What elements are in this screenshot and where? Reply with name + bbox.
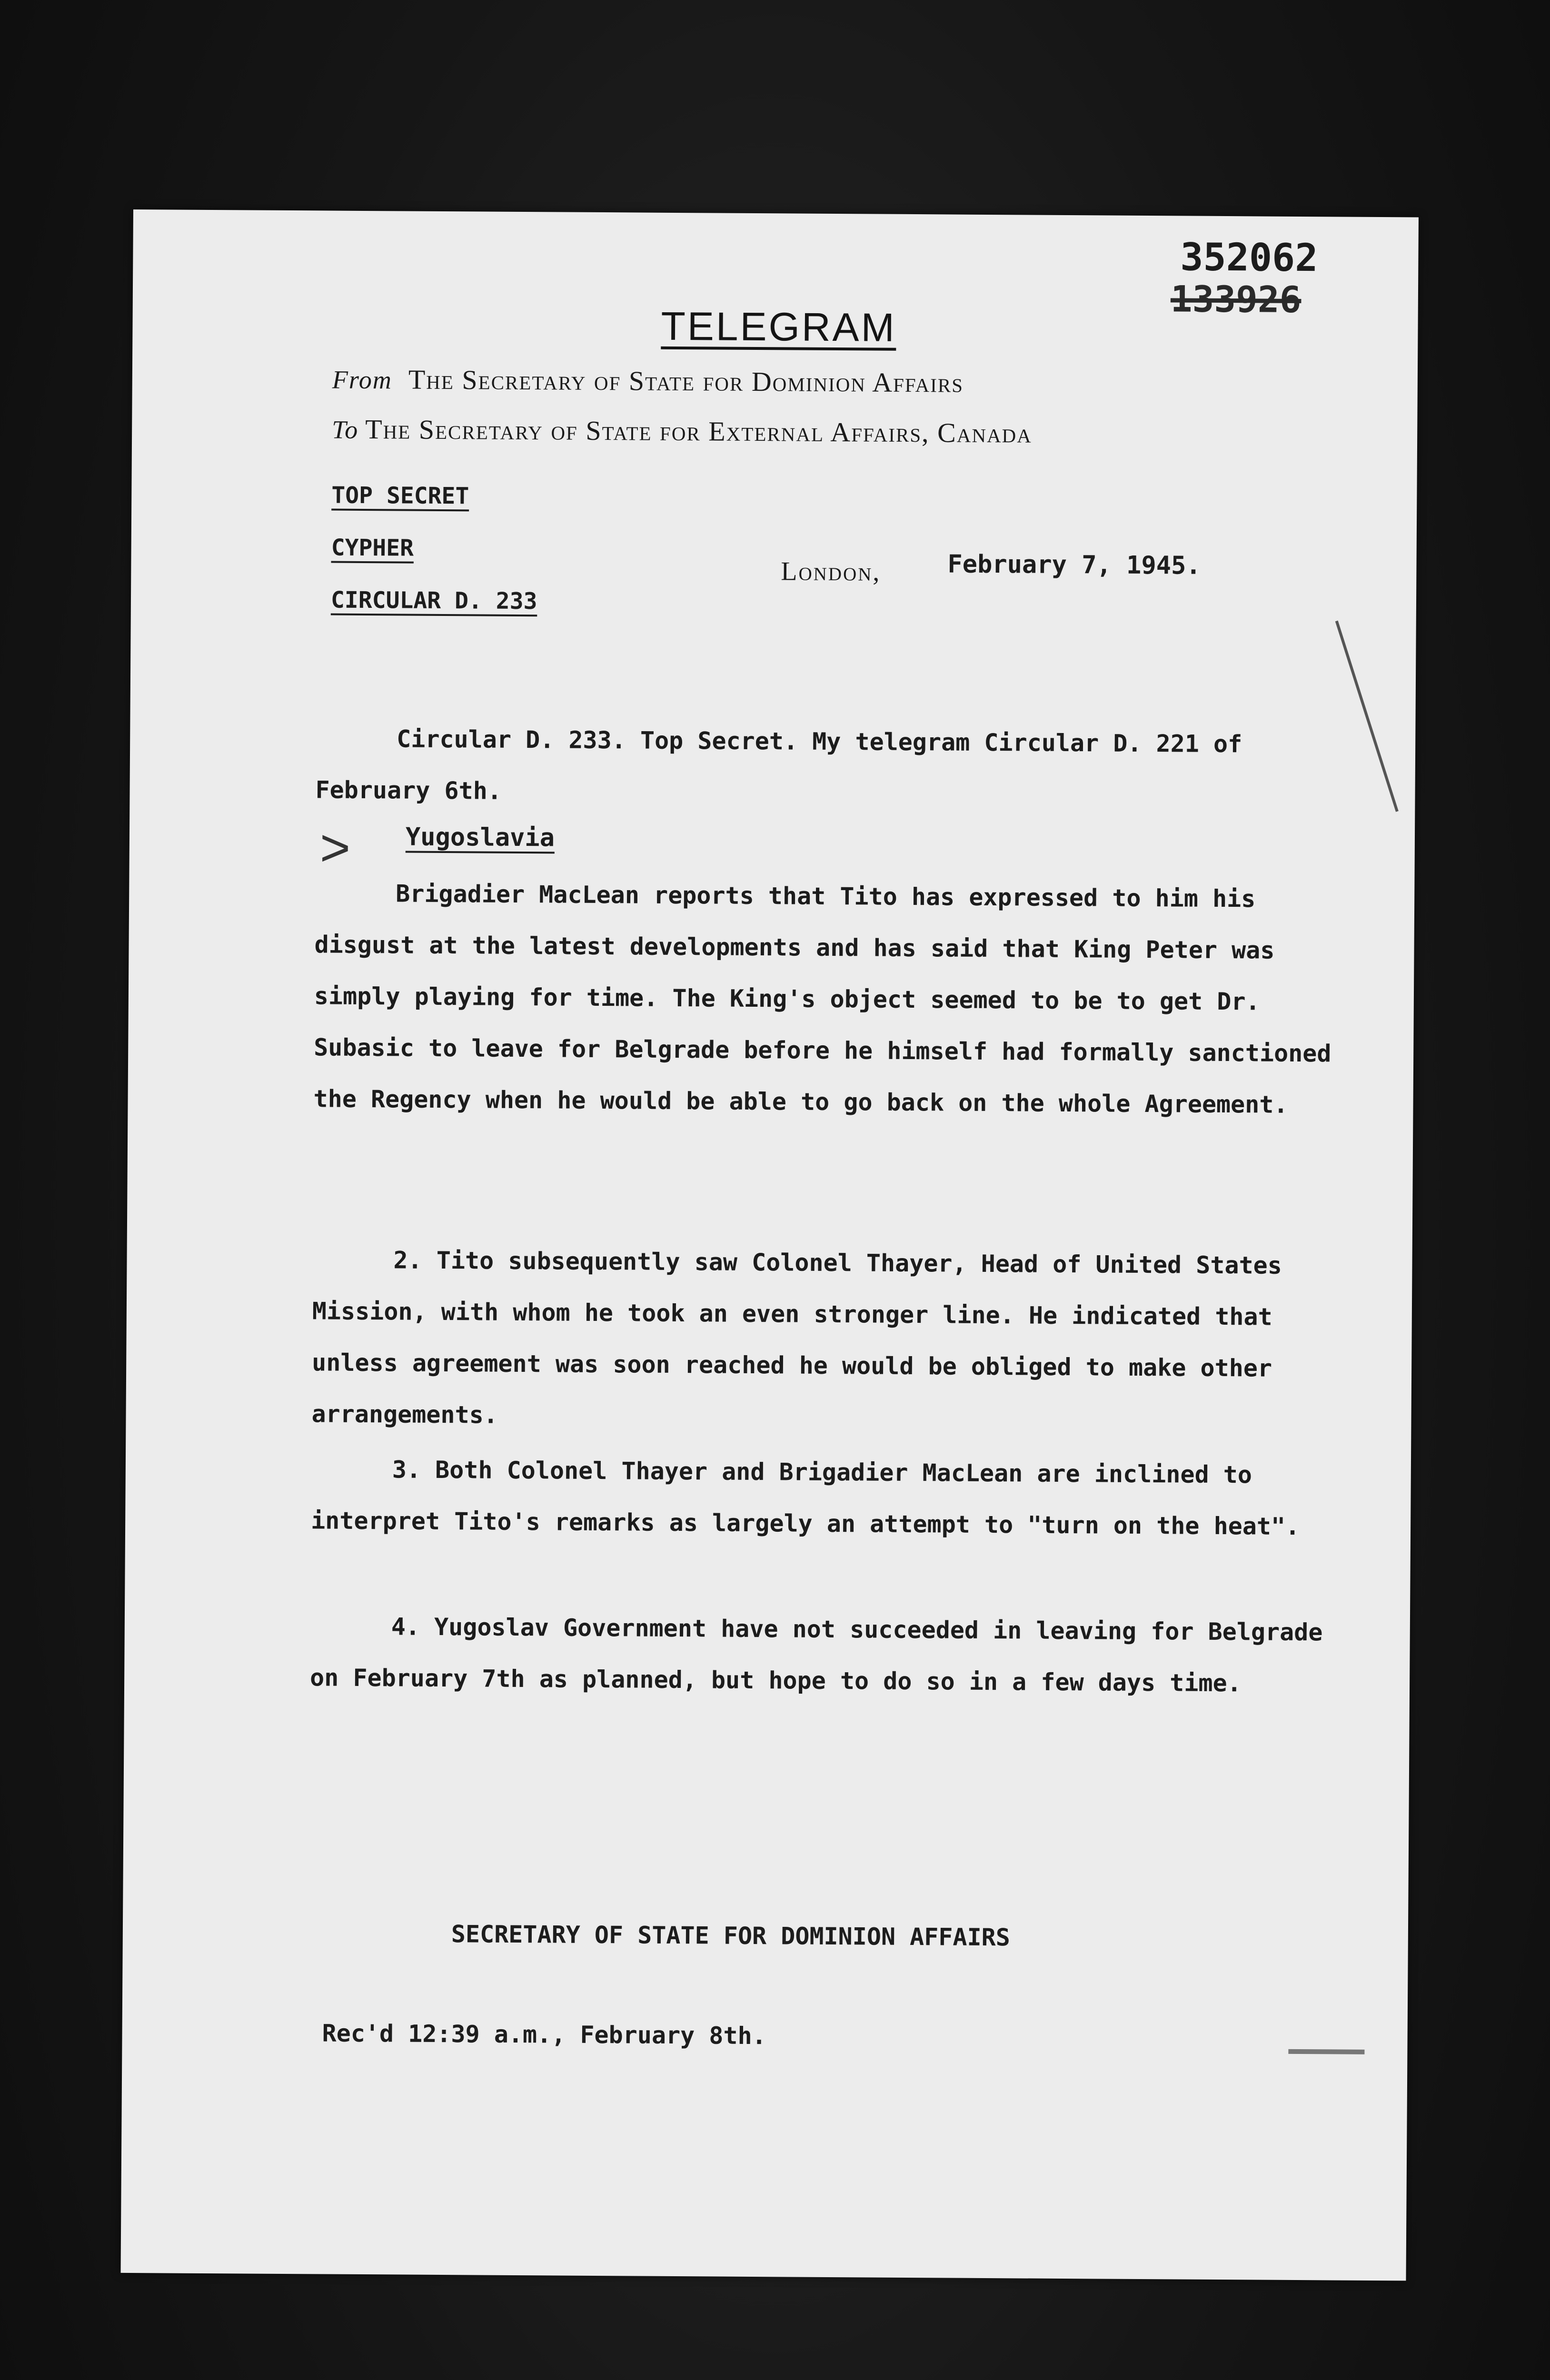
margin-mark: > — [319, 818, 351, 877]
place-of-origin: London, — [781, 556, 881, 587]
margin-smudge — [1288, 2049, 1364, 2054]
classification: TOP SECRET — [331, 482, 469, 510]
intro-paragraph: Circular D. 233. Top Secret. My telegram Circular D. 221 of February 6th. — [315, 725, 1242, 805]
received-line: Rec'd 12:39 a.m., February 8th. — [322, 2019, 766, 2050]
reference-number: 352062 — [1180, 235, 1318, 280]
struck-reference-number: 133926 — [1170, 278, 1302, 321]
transmission-method: CYPHER — [331, 534, 414, 562]
to-text: The Secretary of State for External Affairs, Canada — [365, 413, 1033, 449]
telegram-sheet — [121, 209, 1419, 2281]
to-line — [332, 413, 1032, 449]
body-paragraph-3: 3. Both Colonel Thayer and Brigadier MacLean are inclined to interpret Tito's remarks as largely an attempt to "turn on the heat". — [311, 1456, 1300, 1541]
telegram-date: February 7, 1945. — [947, 550, 1201, 580]
body-paragraph-2: 2. Tito subsequently saw Colonel Thayer, Head of United States Mission, with whom he took an even stronger line. He indicated that unless agreement was soon reached he would be obliged to make other arrangements. — [311, 1246, 1282, 1429]
pencil-stroke — [1335, 621, 1399, 812]
body-paragraph-4: 4. Yugoslav Government have not succeeded in leaving for Belgrade on February 7th as planned, but hope to do so in a few days time. — [309, 1613, 1323, 1697]
from-text: The Secretary of State for Dominion Affairs — [408, 364, 964, 398]
to-prefix: To — [331, 415, 359, 444]
body-paragraph-1: Brigadier MacLean reports that Tito has expressed to him his disgust at the latest developments and has said that King Peter was simply playing for time. The King's object seemed to be to get Dr. Subasic to leave for Belgrade before he himself had formally sanctioned the Regency when he would be able to go back on the whole Agreement. — [313, 880, 1331, 1119]
telegram-title: TELEGRAM — [661, 303, 896, 350]
circular-number: CIRCULAR D. 233 — [330, 586, 537, 615]
section-heading: Yugoslavia — [405, 823, 555, 853]
from-prefix: From — [332, 365, 393, 395]
signature-line: SECRETARY OF STATE FOR DOMINION AFFAIRS — [451, 1920, 1011, 1952]
from-line — [332, 363, 964, 399]
